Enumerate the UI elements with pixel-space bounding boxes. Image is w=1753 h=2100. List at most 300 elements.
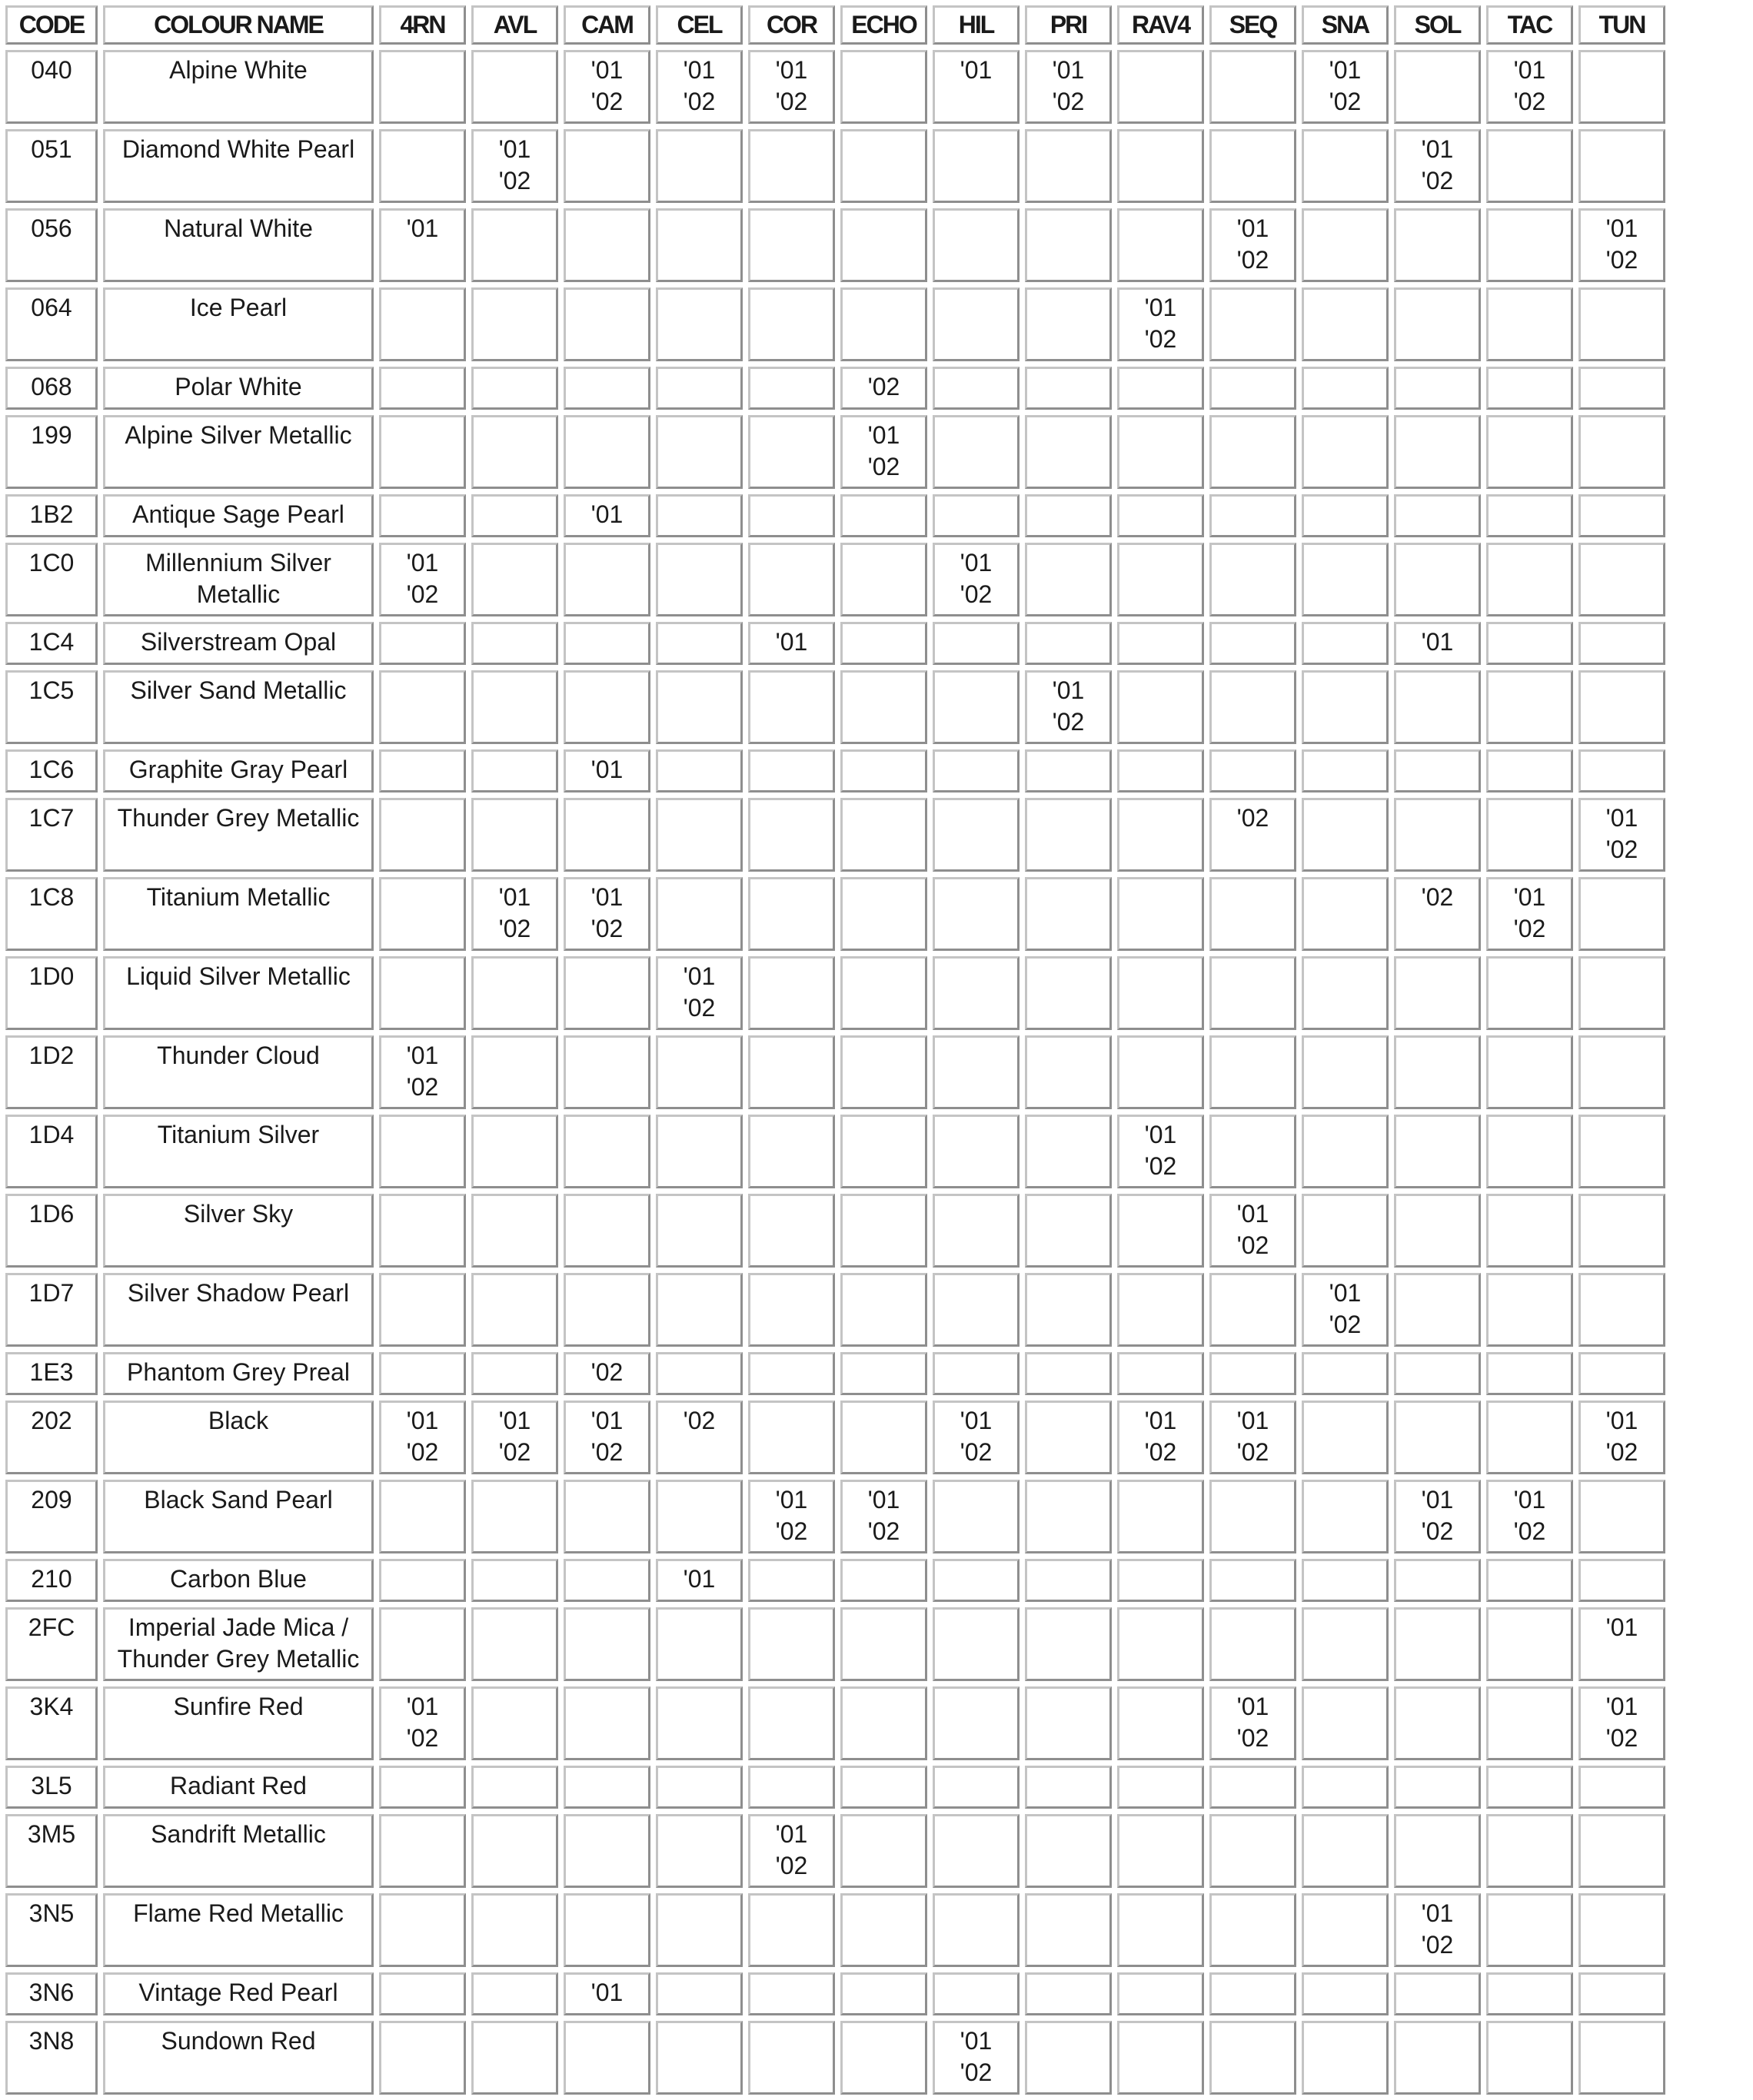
year-cell — [1117, 1893, 1204, 1967]
year-cell — [1394, 287, 1481, 361]
model-year: '01 — [775, 1820, 808, 1848]
colour-name-cell — [103, 622, 374, 665]
table-row — [5, 367, 1665, 410]
year-cell — [1209, 1194, 1296, 1268]
colour-name-cell — [103, 367, 374, 410]
year-cell — [1209, 1035, 1296, 1109]
year-cell — [840, 208, 927, 282]
year-cell — [1025, 956, 1112, 1030]
year-cell — [471, 670, 558, 744]
colour-name-text: Black — [208, 1407, 269, 1434]
model-year: '02 — [1052, 708, 1085, 736]
year-cell — [1578, 749, 1665, 792]
year-cell — [656, 1035, 743, 1109]
header-row — [5, 5, 1665, 45]
year-cell — [933, 1972, 1020, 2015]
year-cell — [1486, 543, 1573, 616]
year-cell — [471, 1766, 558, 1809]
model-year: '01 — [1421, 1899, 1454, 1927]
year-cell — [1025, 1273, 1112, 1347]
year-cell — [379, 1194, 466, 1268]
year-cell — [1209, 798, 1296, 872]
colour-name-cell — [103, 1766, 374, 1809]
year-cell — [1025, 1607, 1112, 1681]
model-year: '01 — [867, 1486, 900, 1514]
year-cell — [1209, 1115, 1296, 1188]
model-year: '01 — [775, 628, 808, 656]
year-cell — [1486, 1686, 1573, 1760]
colour-name-cell — [103, 1035, 374, 1109]
model-year: '01 — [683, 1565, 716, 1593]
colour-name-text: Graphite Gray Pearl — [128, 756, 348, 783]
year-cell — [933, 50, 1020, 124]
code-cell: 1E3 — [5, 1352, 98, 1395]
year-cell — [379, 129, 466, 203]
year-cell — [1209, 1607, 1296, 1681]
year-cell — [1578, 543, 1665, 616]
model-year: '01 — [1236, 1200, 1269, 1228]
year-cell — [656, 1194, 743, 1268]
year-cell — [748, 129, 835, 203]
year-cell — [1578, 877, 1665, 951]
year-cell — [1486, 129, 1573, 203]
year-cell — [564, 1607, 650, 1681]
year-cell — [564, 1480, 650, 1553]
year-cell — [564, 1352, 650, 1395]
year-cell — [1117, 877, 1204, 951]
model-year: '02 — [1144, 1438, 1177, 1466]
year-cell — [933, 1352, 1020, 1395]
year-cell — [379, 2021, 466, 2095]
year-cell — [656, 494, 743, 537]
code-cell: 3N6 — [5, 1972, 98, 2015]
model-year: '02 — [498, 1438, 531, 1466]
year-cell — [748, 1607, 835, 1681]
year-cell — [840, 1972, 927, 2015]
year-cell — [748, 1035, 835, 1109]
year-cell — [1025, 208, 1112, 282]
year-cell — [1486, 1766, 1573, 1809]
year-cell — [564, 1115, 650, 1188]
year-cell — [933, 1194, 1020, 1268]
year-cell — [1025, 1559, 1112, 1602]
year-cell — [656, 1401, 743, 1474]
year-cell — [379, 1035, 466, 1109]
year-cell — [1209, 287, 1296, 361]
colour-name-cell — [103, 208, 374, 282]
year-cell — [1578, 670, 1665, 744]
table-row — [5, 749, 1665, 792]
model-year: '02 — [406, 1073, 439, 1101]
year-cell — [656, 129, 743, 203]
colour-name-text: Vintage Red Pearl — [138, 1979, 338, 2006]
code-cell: 056 — [5, 208, 98, 282]
model-year: '01 — [683, 962, 716, 990]
year-cell — [379, 1893, 466, 1967]
year-cell — [933, 1035, 1020, 1109]
year-cell — [1302, 670, 1389, 744]
colour-name-cell — [103, 798, 374, 872]
year-cell — [1302, 1480, 1389, 1553]
colour-name-text: Ice Pearl — [189, 294, 288, 321]
year-cell — [471, 1972, 558, 2015]
table-row — [5, 1814, 1665, 1888]
year-cell — [748, 1814, 835, 1888]
year-cell — [471, 1686, 558, 1760]
colour-name-text: Millennium Silver Metallic — [145, 549, 331, 608]
year-cell — [564, 2021, 650, 2095]
year-cell — [933, 1401, 1020, 1474]
table-row — [5, 415, 1665, 489]
year-cell — [1117, 1273, 1204, 1347]
year-cell — [840, 622, 927, 665]
year-cell — [840, 1766, 927, 1809]
year-cell — [471, 1480, 558, 1553]
year-cell — [840, 1607, 927, 1681]
colour-name-text: Thunder Grey Metallic — [117, 804, 360, 832]
year-cell — [1302, 2021, 1389, 2095]
year-cell — [1025, 50, 1112, 124]
year-cell — [1578, 50, 1665, 124]
year-cell — [748, 1480, 835, 1553]
model-year: '02 — [1052, 88, 1085, 115]
year-cell — [379, 1607, 466, 1681]
year-cell — [933, 1814, 1020, 1888]
year-cell — [1578, 1273, 1665, 1347]
year-cell — [1209, 1401, 1296, 1474]
column-header-sol: SOL — [1394, 5, 1481, 45]
model-year: '02 — [1605, 246, 1638, 274]
model-year: '01 — [498, 135, 531, 163]
year-cell — [1578, 1115, 1665, 1188]
year-cell — [840, 494, 927, 537]
code-cell: 1C5 — [5, 670, 98, 744]
model-year: '02 — [1605, 1724, 1638, 1752]
year-cell — [471, 2021, 558, 2095]
model-year: '01 — [1236, 1407, 1269, 1434]
model-year: '02 — [1421, 1931, 1454, 1959]
year-cell — [840, 415, 927, 489]
year-cell — [748, 2021, 835, 2095]
model-year: '01 — [960, 2027, 993, 2055]
year-cell — [1394, 50, 1481, 124]
table-row — [5, 129, 1665, 203]
model-year: '01 — [406, 549, 439, 577]
model-year: '01 — [590, 56, 624, 84]
year-cell — [1302, 1194, 1389, 1268]
year-cell — [748, 1972, 835, 2015]
colour-name-cell — [103, 1972, 374, 2015]
year-cell — [1486, 367, 1573, 410]
year-cell — [564, 1035, 650, 1109]
colour-name-cell — [103, 543, 374, 616]
code-cell: 3M5 — [5, 1814, 98, 1888]
year-cell — [379, 287, 466, 361]
year-cell — [748, 622, 835, 665]
column-header-hil: HIL — [933, 5, 1020, 45]
colour-name-text: Alpine White — [169, 56, 308, 84]
year-cell — [379, 543, 466, 616]
model-year: '02 — [590, 88, 624, 115]
year-cell — [379, 1273, 466, 1347]
year-cell — [471, 129, 558, 203]
year-cell — [1117, 129, 1204, 203]
colour-name-text: Sunfire Red — [173, 1693, 304, 1720]
colour-name-text: Antique Sage Pearl — [132, 500, 344, 528]
year-cell — [1025, 2021, 1112, 2095]
year-cell — [1302, 208, 1389, 282]
colour-name-text: Silver Sand Metallic — [130, 676, 347, 704]
year-cell — [933, 749, 1020, 792]
year-cell — [1486, 1401, 1573, 1474]
colour-name-cell — [103, 2021, 374, 2095]
year-cell — [656, 1273, 743, 1347]
year-cell — [471, 877, 558, 951]
table-row — [5, 877, 1665, 951]
year-cell — [471, 749, 558, 792]
year-cell — [933, 1766, 1020, 1809]
year-cell — [1117, 1814, 1204, 1888]
year-cell — [1209, 1686, 1296, 1760]
code-cell: 040 — [5, 50, 98, 124]
model-year: '02 — [960, 2058, 993, 2086]
model-year: '01 — [498, 1407, 531, 1434]
year-cell — [379, 1686, 466, 1760]
model-year: '02 — [1144, 325, 1177, 353]
year-cell — [1486, 208, 1573, 282]
year-cell — [1209, 367, 1296, 410]
year-cell — [379, 1766, 466, 1809]
year-cell — [1209, 1893, 1296, 1967]
colour-name-cell — [103, 749, 374, 792]
year-cell — [471, 1035, 558, 1109]
table-row — [5, 798, 1665, 872]
year-cell — [471, 1401, 558, 1474]
colour-name-cell — [103, 1480, 374, 1553]
colour-name-text: Carbon Blue — [170, 1565, 307, 1593]
year-cell — [933, 1480, 1020, 1553]
colour-name-text: Diamond White Pearl — [121, 135, 355, 163]
year-cell — [379, 50, 466, 124]
year-cell — [1117, 494, 1204, 537]
year-cell — [1209, 129, 1296, 203]
model-year: '02 — [590, 915, 624, 942]
colour-name-cell — [103, 1273, 374, 1347]
colour-name-cell — [103, 1115, 374, 1188]
year-cell — [1302, 1766, 1389, 1809]
year-cell — [1302, 622, 1389, 665]
year-cell — [1486, 877, 1573, 951]
model-year: '02 — [960, 580, 993, 608]
year-cell — [564, 415, 650, 489]
colour-name-cell — [103, 1893, 374, 1967]
year-cell — [656, 543, 743, 616]
colour-name-cell — [103, 129, 374, 203]
year-cell — [1486, 1972, 1573, 2015]
year-cell — [840, 1686, 927, 1760]
year-cell — [1302, 1893, 1389, 1967]
model-year: '02 — [498, 915, 531, 942]
year-cell — [1302, 749, 1389, 792]
model-year: '01 — [406, 1693, 439, 1720]
year-cell — [471, 1559, 558, 1602]
year-cell — [1209, 494, 1296, 537]
code-cell: 209 — [5, 1480, 98, 1553]
colour-name-text: Titanium Metallic — [146, 883, 331, 911]
year-cell — [1302, 367, 1389, 410]
model-year: '01 — [1605, 1407, 1638, 1434]
year-cell — [1302, 956, 1389, 1030]
year-cell — [1394, 622, 1481, 665]
year-cell — [840, 287, 927, 361]
year-cell — [1302, 543, 1389, 616]
year-cell — [1025, 1814, 1112, 1888]
year-cell — [656, 1607, 743, 1681]
year-cell — [1209, 415, 1296, 489]
model-year: '01 — [775, 56, 808, 84]
year-cell — [1486, 1893, 1573, 1967]
year-cell — [1025, 1766, 1112, 1809]
model-year: '02 — [867, 373, 900, 400]
year-cell — [933, 1607, 1020, 1681]
model-year: '01 — [590, 500, 624, 528]
year-cell — [933, 1893, 1020, 1967]
year-cell — [1302, 1686, 1389, 1760]
year-cell — [1302, 1607, 1389, 1681]
year-cell — [379, 1972, 466, 2015]
model-year: '02 — [590, 1438, 624, 1466]
year-cell — [1117, 1972, 1204, 2015]
year-cell — [1578, 1893, 1665, 1967]
year-cell — [933, 1686, 1020, 1760]
year-cell — [748, 1893, 835, 1967]
year-cell — [840, 1194, 927, 1268]
year-cell — [748, 877, 835, 951]
year-cell — [1394, 1352, 1481, 1395]
year-cell — [656, 50, 743, 124]
table-row — [5, 670, 1665, 744]
year-cell — [1209, 1766, 1296, 1809]
year-cell — [1117, 1559, 1204, 1602]
model-year: '01 — [1421, 1486, 1454, 1514]
year-cell — [1209, 1352, 1296, 1395]
column-header-echo: ECHO — [840, 5, 927, 45]
table-row — [5, 1480, 1665, 1553]
year-cell — [564, 1194, 650, 1268]
year-cell — [379, 415, 466, 489]
model-year: '01 — [1605, 1613, 1638, 1641]
year-cell — [1578, 287, 1665, 361]
year-cell — [1394, 956, 1481, 1030]
year-cell — [564, 543, 650, 616]
year-cell — [1486, 1607, 1573, 1681]
model-year: '01 — [1144, 1407, 1177, 1434]
year-cell — [471, 494, 558, 537]
model-year: '02 — [867, 453, 900, 480]
year-cell — [1394, 1893, 1481, 1967]
model-year: '02 — [1329, 1311, 1362, 1338]
table-row — [5, 1607, 1665, 1681]
code-cell: 1C4 — [5, 622, 98, 665]
year-cell — [1209, 2021, 1296, 2095]
column-header-tun: TUN — [1578, 5, 1665, 45]
year-cell — [1578, 1401, 1665, 1474]
year-cell — [1394, 1766, 1481, 1809]
model-year: '02 — [775, 1517, 808, 1545]
year-cell — [564, 1972, 650, 2015]
table-row — [5, 50, 1665, 124]
year-cell — [379, 367, 466, 410]
year-cell — [1486, 50, 1573, 124]
year-cell — [1394, 494, 1481, 537]
code-cell: 1B2 — [5, 494, 98, 537]
model-year: '01 — [775, 1486, 808, 1514]
colour-name-text: Liquid Silver Metallic — [126, 962, 351, 990]
year-cell — [379, 1814, 466, 1888]
year-cell — [1394, 1972, 1481, 2015]
year-cell — [471, 415, 558, 489]
year-cell — [933, 367, 1020, 410]
year-cell — [1117, 1352, 1204, 1395]
year-cell — [1302, 1559, 1389, 1602]
year-cell — [1394, 1035, 1481, 1109]
model-year: '01 — [1144, 294, 1177, 321]
year-cell — [1578, 1480, 1665, 1553]
code-cell: 2FC — [5, 1607, 98, 1681]
code-cell: 1D4 — [5, 1115, 98, 1188]
table-row — [5, 1273, 1665, 1347]
year-cell — [748, 367, 835, 410]
colour-name-text: Alpine Silver Metallic — [125, 421, 352, 449]
code-cell: 3N5 — [5, 1893, 98, 1967]
year-cell — [840, 956, 927, 1030]
model-year: '02 — [1236, 1724, 1269, 1752]
year-cell — [471, 50, 558, 124]
year-cell — [748, 670, 835, 744]
year-cell — [748, 208, 835, 282]
year-cell — [1117, 1115, 1204, 1188]
year-cell — [1117, 1480, 1204, 1553]
year-cell — [564, 1686, 650, 1760]
year-cell — [1117, 956, 1204, 1030]
year-cell — [1302, 129, 1389, 203]
model-year: '02 — [1605, 1438, 1638, 1466]
table-row — [5, 543, 1665, 616]
year-cell — [1209, 208, 1296, 282]
year-cell — [471, 1115, 558, 1188]
year-cell — [1578, 1686, 1665, 1760]
year-cell — [1302, 1401, 1389, 1474]
column-header-4rn: 4RN — [379, 5, 466, 45]
year-cell — [471, 367, 558, 410]
year-cell — [1025, 1972, 1112, 2015]
column-header-tac: TAC — [1486, 5, 1573, 45]
year-cell — [840, 1401, 927, 1474]
table-row — [5, 1893, 1665, 1967]
code-cell: 3K4 — [5, 1686, 98, 1760]
model-year: '02 — [406, 1438, 439, 1466]
year-cell — [1486, 1273, 1573, 1347]
colour-name-text: Silver Sky — [183, 1200, 294, 1228]
year-cell — [1302, 1115, 1389, 1188]
year-cell — [1394, 367, 1481, 410]
year-cell — [564, 1401, 650, 1474]
year-cell — [1302, 877, 1389, 951]
code-cell: 1D2 — [5, 1035, 98, 1109]
year-cell — [1394, 1401, 1481, 1474]
year-cell — [748, 287, 835, 361]
year-cell — [1302, 798, 1389, 872]
